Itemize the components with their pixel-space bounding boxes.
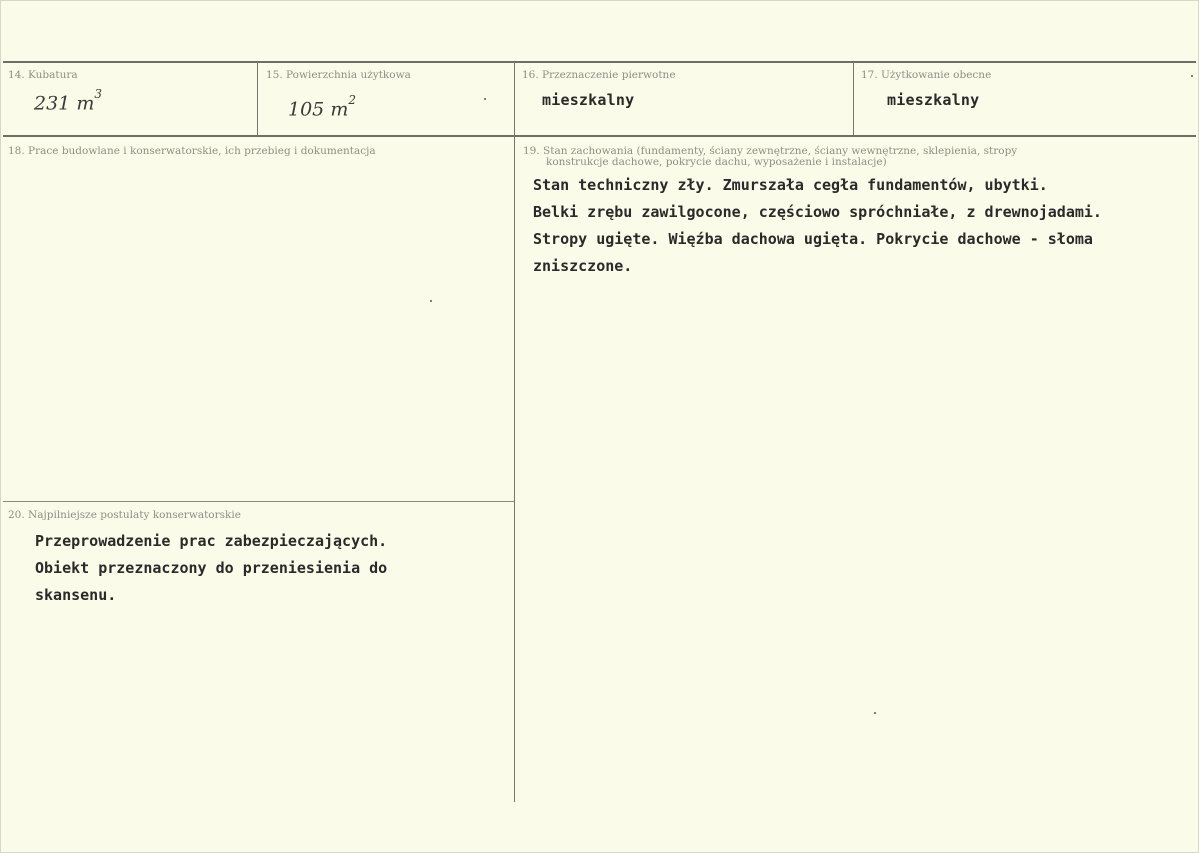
header-bottom-rule: [3, 135, 1196, 137]
divider-16-17: [853, 62, 854, 135]
field-19-line: zniszczone.: [533, 257, 633, 275]
field-19-line: Belki zrębu zawilgocone, częściowo spróchniałe, z drewnojadami.: [533, 203, 1102, 221]
field-14-exponent: 3: [94, 87, 102, 101]
field-19-label-line-2: konstrukcje dachowe, pokrycie dachu, wyposażenie i instalacje): [546, 156, 887, 168]
stray-mark: [430, 300, 432, 302]
field-19-line: Stropy ugięte. Więźba dachowa ugięta. Pokrycie dachowe - słoma: [533, 230, 1093, 248]
top-rule: [3, 61, 1196, 63]
main-divider: [514, 62, 515, 802]
field-14-value: [34, 87, 102, 115]
field-15-exponent: 2: [348, 93, 356, 107]
field-15-unit: m: [330, 98, 349, 121]
divider-14-15: [257, 62, 258, 135]
field-15-number: 105: [288, 98, 325, 121]
stray-mark: [874, 712, 876, 714]
stray-mark: [1191, 75, 1193, 77]
field-20-line: skansenu.: [35, 586, 117, 604]
field-20-line: Obiekt przeznaczony do przeniesienia do: [35, 559, 388, 577]
section-18-bottom-rule: [3, 501, 514, 502]
field-20-label: 20. Najpilniejsze postulaty konserwatorskie: [8, 509, 241, 521]
field-19-line: Stan techniczny zły. Zmurszała cegła fundamentów, ubytki.: [533, 176, 1048, 194]
field-16-value: mieszkalny: [542, 91, 635, 109]
field-17-label: 17. Użytkowanie obecne: [861, 69, 992, 81]
field-16-label: 16. Przeznaczenie pierwotne: [522, 69, 676, 81]
field-15-value: [288, 93, 356, 121]
field-14-unit: m: [76, 92, 95, 115]
field-20-text: [35, 528, 387, 609]
field-15-label: 15. Powierzchnia użytkowa: [266, 69, 411, 81]
field-14-number: 231: [34, 92, 71, 115]
field-19-text: [533, 172, 1102, 280]
field-20-line: Przeprowadzenie prac zabezpieczających.: [35, 532, 388, 550]
field-17-value: mieszkalny: [887, 91, 980, 109]
field-18-label: 18. Prace budowlane i konserwatorskie, ich przebieg i dokumentacja: [8, 145, 376, 157]
field-19-label-line-1: 19. Stan zachowania (fundamenty, ściany zewnętrzne, ściany wewnętrzne, sklepienia, stropy: [523, 145, 1018, 157]
stray-mark: [484, 98, 486, 100]
field-14-label: 14. Kubatura: [8, 69, 78, 81]
